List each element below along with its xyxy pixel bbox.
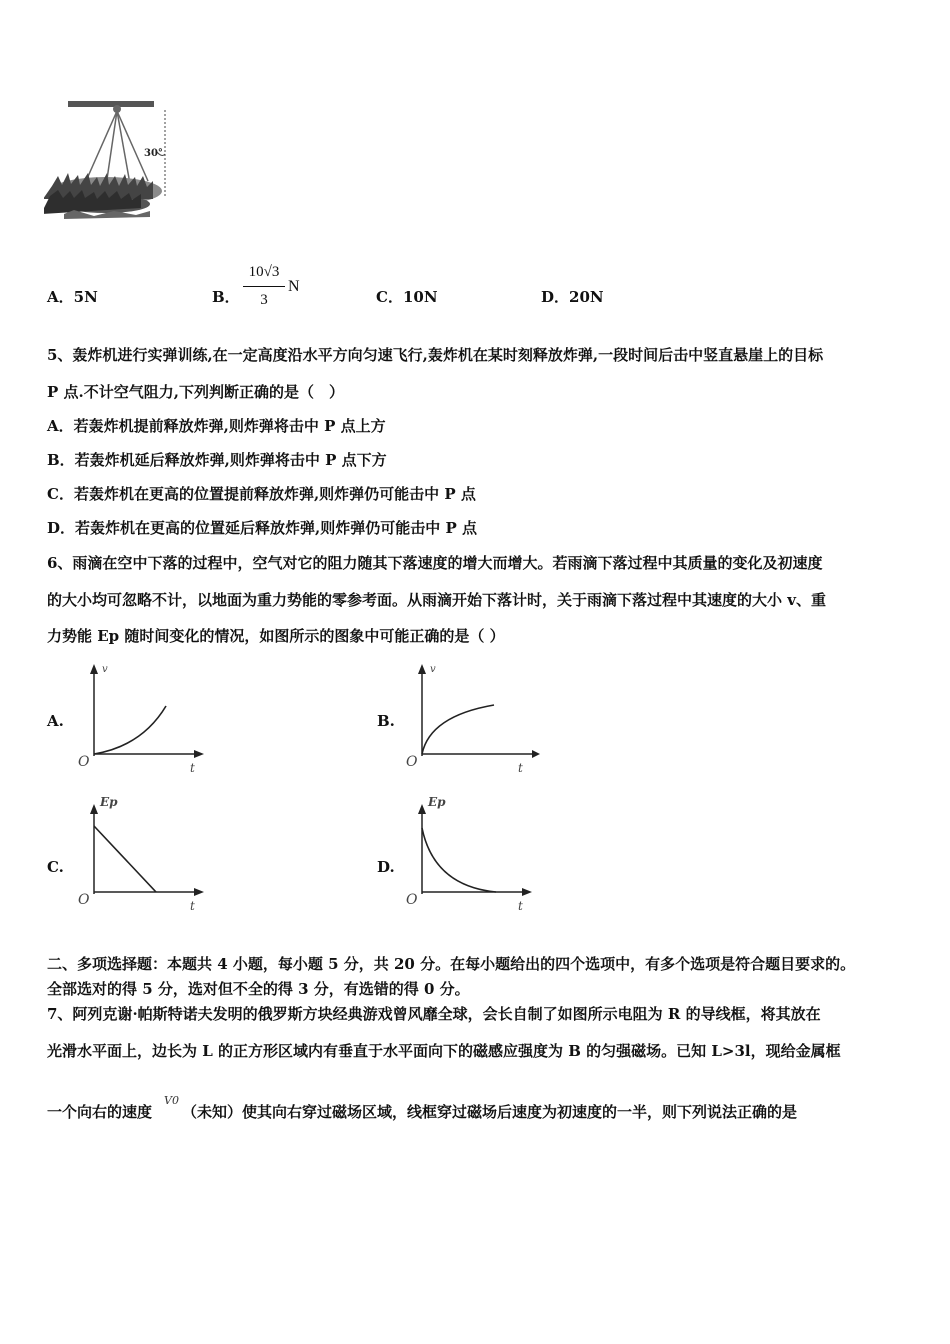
x-axis-label: t: [518, 899, 523, 913]
v-curve-concave-up: [94, 706, 166, 754]
y-axis-arrow: [418, 804, 426, 814]
y-axis-label: Ep: [428, 795, 446, 809]
x-axis-label: t: [190, 899, 195, 913]
q4-option-c[interactable]: C．10N: [376, 288, 438, 306]
q7-line1: 7、阿列克谢·帕斯特诺夫发明的俄罗斯方块经典游戏曾风靡全球，会长自制了如图所示电阻为 R 的导线框，将其放在: [47, 1005, 821, 1023]
q7-v0-symbol: V0: [164, 1094, 179, 1107]
section2-line2: 全部选对的得 5 分，选对但不全的得 3 分，有选错的得 0 分。: [47, 980, 470, 998]
y-axis-arrow: [90, 664, 98, 674]
y-axis-label: v: [430, 664, 436, 675]
q6-graph-a: [72, 660, 212, 778]
q4-option-d[interactable]: D．20N: [541, 288, 604, 306]
q5-stem-line1: 5、轰炸机进行实弹训练,在一定高度沿水平方向匀速飞行,轰炸机在某时刻释放炸弹,一段时间后击中竖直悬崖上的目标: [47, 346, 824, 364]
q6-stem-line1: 6、雨滴在空中下落的过程中，空气对它的阻力随其下落速度的增大而增大。若雨滴下落过程中其质量的变化及初速度: [47, 554, 823, 572]
q4-option-b-denominator: 3: [260, 292, 268, 308]
angle-label: 30°: [144, 148, 163, 159]
x-axis-arrow: [532, 750, 540, 758]
v-curve-concave-down: [422, 705, 494, 754]
ceiling-bar: [68, 101, 154, 107]
y-axis-arrow: [418, 664, 426, 674]
ep-line-decreasing: [94, 826, 156, 892]
y-axis-label: Ep: [100, 795, 118, 809]
origin-label: O: [406, 892, 418, 908]
q6-graph-b-label[interactable]: B.: [377, 712, 395, 730]
q7-line2: 光滑水平面上，边长为 L 的正方形区域内有垂直于水平面向下的磁感应强度为 B 的匀强磁场。已知 L>3l，现给金属框: [47, 1042, 841, 1060]
hanging-basket-figure: [44, 96, 170, 228]
q5-option-b[interactable]: B．若轰炸机延后释放炸弹,则炸弹将击中 P 点下方: [47, 451, 387, 469]
q5-stem-line2: P 点.不计空气阻力,下列判断正确的是（ ）: [47, 383, 344, 401]
q5-option-a[interactable]: A．若轰炸机提前释放炸弹,则炸弹将击中 P 点上方: [47, 417, 386, 435]
q6-stem-line2: 的大小均可忽略不计，以地面为重力势能的零参考面。从雨滴开始下落计时，关于雨滴下落过程中其速度的大小 v、重: [47, 591, 826, 609]
origin-label: O: [78, 892, 90, 908]
y-axis-arrow: [90, 804, 98, 814]
x-axis-label: t: [518, 761, 523, 775]
q6-graph-d-label[interactable]: D.: [377, 858, 395, 876]
x-axis-label: t: [190, 761, 195, 775]
q4-option-b-numerator: 10√3: [248, 264, 280, 280]
origin-label: O: [78, 754, 90, 770]
q6-graph-a-label[interactable]: A.: [47, 712, 64, 730]
q6-graph-c: [72, 792, 212, 916]
q4-option-a[interactable]: A．5N: [47, 288, 98, 306]
q7-line3-pre: 一个向右的速度: [47, 1103, 153, 1121]
q5-option-d[interactable]: D．若轰炸机在更高的位置延后释放炸弹,则炸弹仍可能击中 P 点: [47, 519, 477, 537]
y-axis-label: v: [102, 664, 108, 675]
q5-option-c[interactable]: C．若轰炸机在更高的位置提前释放炸弹,则炸弹仍可能击中 P 点: [47, 485, 476, 503]
x-axis-arrow: [194, 888, 204, 896]
x-axis-arrow: [194, 750, 204, 758]
ep-curve-decreasing: [422, 828, 496, 892]
section2-line1: 二、多项选择题：本题共 4 小题，每小题 5 分，共 20 分。在每小题给出的四个选项中，有多个选项是符合题目要求的。: [47, 955, 856, 973]
q4-option-b-unit: N: [288, 278, 300, 295]
q6-graph-d: [400, 792, 540, 916]
q6-stem-line3: 力势能 Ep 随时间变化的情况，如图所示的图象中可能正确的是（ ）: [47, 627, 505, 645]
origin-label: O: [406, 754, 418, 770]
fraction-bar: [243, 286, 285, 287]
q6-graph-b: [400, 660, 540, 778]
q6-graph-c-label[interactable]: C.: [47, 858, 64, 876]
q7-line3-post: （未知）使其向右穿过磁场区域，线框穿过磁场后速度为初速度的一半，则下列说法正确的是: [182, 1103, 798, 1121]
x-axis-arrow: [522, 888, 532, 896]
q4-option-b-label[interactable]: B．: [212, 288, 240, 306]
